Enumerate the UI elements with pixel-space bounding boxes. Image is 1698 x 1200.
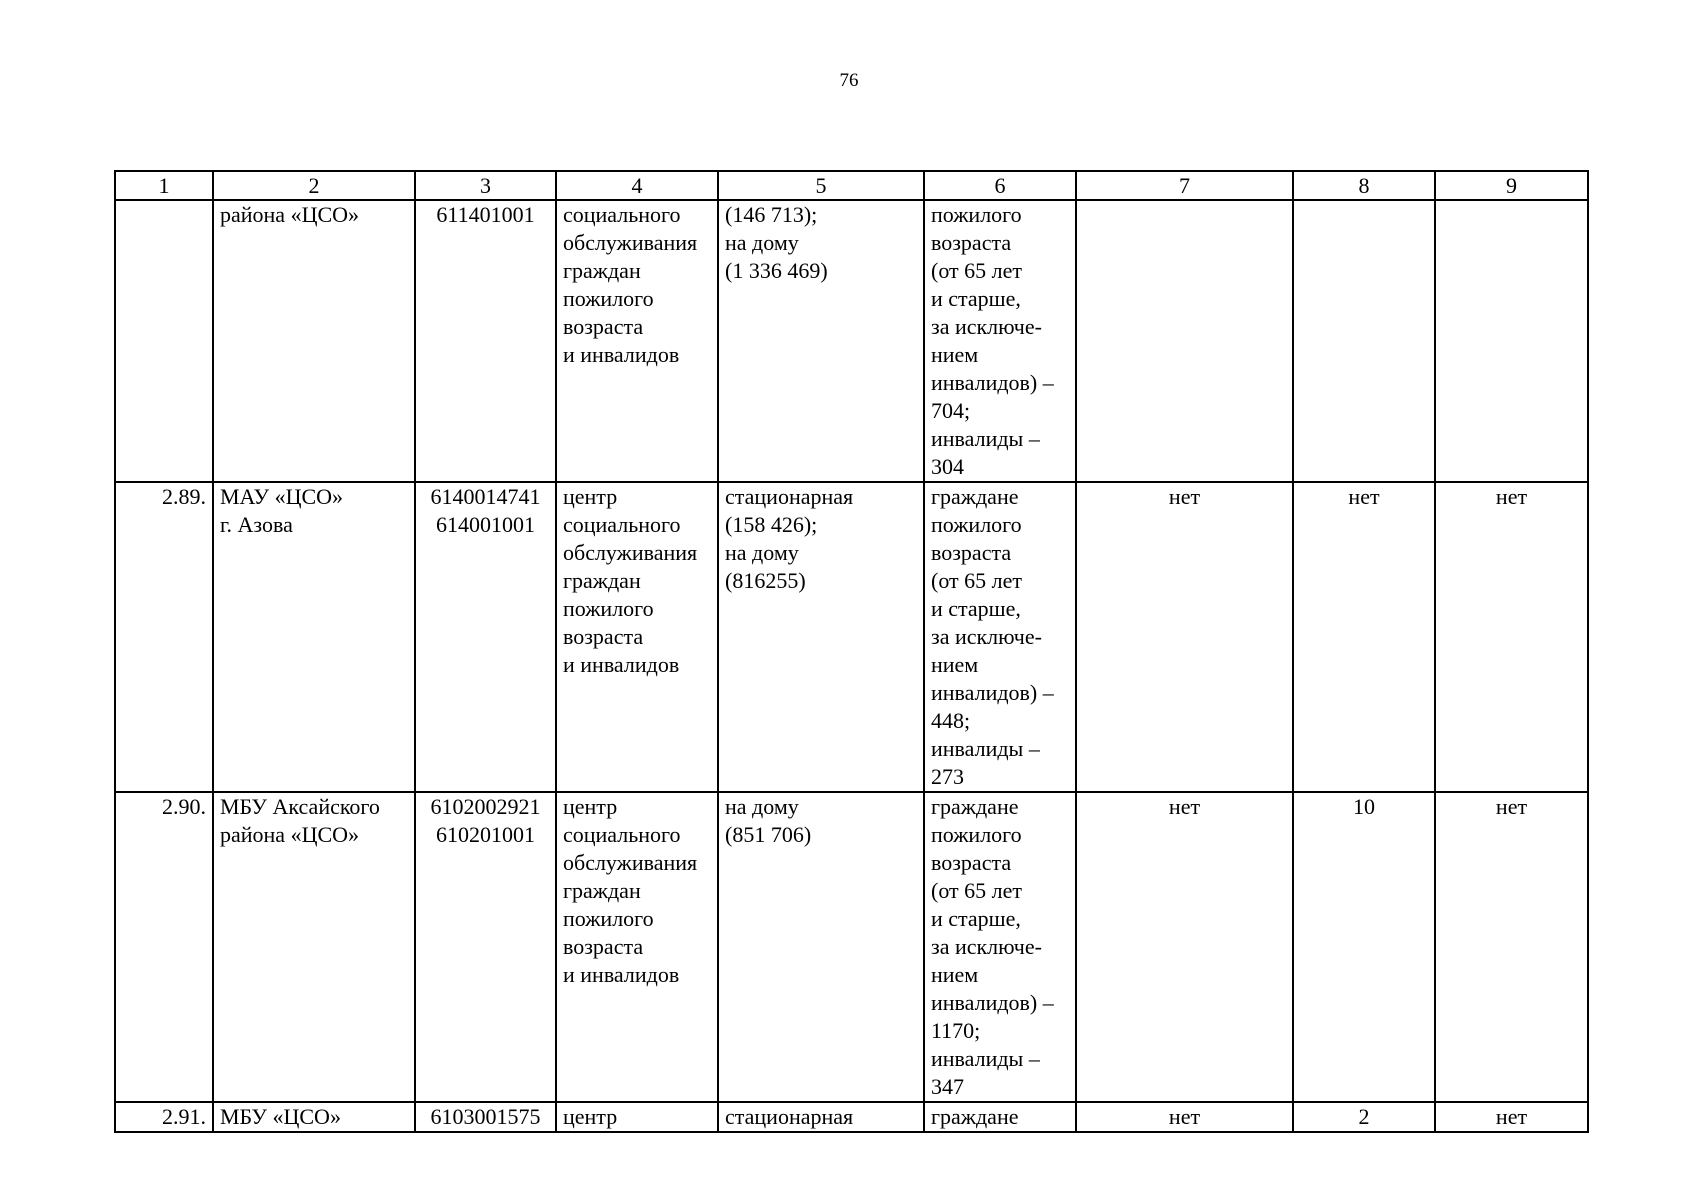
service-form: на дому (851 706) bbox=[718, 792, 924, 1102]
service-form: стационарная bbox=[718, 1102, 924, 1132]
table-row bbox=[115, 792, 1588, 1102]
recipient-category: пожилого возраста (от 65 лет и старше, за исключе- нием инвалидов) – 704; инвалиды – 304 bbox=[924, 200, 1076, 482]
recipient-category: граждане пожилого возраста (от 65 лет и старше, за исключе- нием инвалидов) – 1170; инвалиды – 347 bbox=[924, 792, 1076, 1102]
column-header: 2 bbox=[213, 171, 415, 200]
table-header-row bbox=[115, 171, 1588, 200]
table-row bbox=[115, 200, 1588, 482]
inn-kpp-codes: 6103001575 bbox=[415, 1102, 556, 1132]
table-row bbox=[115, 482, 1588, 792]
row-number bbox=[115, 200, 213, 482]
service-form: (146 713); на дому (1 336 469) bbox=[718, 200, 924, 482]
column-8-value: 10 bbox=[1293, 792, 1435, 1102]
organization-name: района «ЦСО» bbox=[213, 200, 415, 482]
organization-type: центр социального обслуживания граждан пожилого возраста и инвалидов bbox=[556, 792, 718, 1102]
column-8-value: 2 bbox=[1293, 1102, 1435, 1132]
organization-name: МБУ Аксайского района «ЦСО» bbox=[213, 792, 415, 1102]
services-table bbox=[114, 170, 1589, 1133]
recipient-category: граждане пожилого возраста (от 65 лет и старше, за исключе- нием инвалидов) – 448; инвалиды – 273 bbox=[924, 482, 1076, 792]
column-7-value: нет bbox=[1076, 1102, 1293, 1132]
organization-name: МАУ «ЦСО» г. Азова bbox=[213, 482, 415, 792]
column-9-value: нет bbox=[1435, 482, 1588, 792]
row-number: 2.90. bbox=[115, 792, 213, 1102]
row-number: 2.91. bbox=[115, 1102, 213, 1132]
column-7-value: нет bbox=[1076, 792, 1293, 1102]
service-form: стационарная (158 426); на дому (816255) bbox=[718, 482, 924, 792]
column-header: 9 bbox=[1435, 171, 1588, 200]
inn-kpp-codes: 6102002921 610201001 bbox=[415, 792, 556, 1102]
inn-kpp-codes: 6140014741 614001001 bbox=[415, 482, 556, 792]
column-header: 8 bbox=[1293, 171, 1435, 200]
column-header: 5 bbox=[718, 171, 924, 200]
column-9-value: нет bbox=[1435, 1102, 1588, 1132]
column-header: 1 bbox=[115, 171, 213, 200]
column-7-value: нет bbox=[1076, 482, 1293, 792]
recipient-category: граждане bbox=[924, 1102, 1076, 1132]
organization-type: социального обслуживания граждан пожилого возраста и инвалидов bbox=[556, 200, 718, 482]
organization-type: центр bbox=[556, 1102, 718, 1132]
table-row bbox=[115, 1102, 1588, 1132]
column-header: 7 bbox=[1076, 171, 1293, 200]
column-9-value: нет bbox=[1435, 792, 1588, 1102]
inn-kpp-codes: 611401001 bbox=[415, 200, 556, 482]
column-9-value bbox=[1435, 200, 1588, 482]
row-number: 2.89. bbox=[115, 482, 213, 792]
column-header: 6 bbox=[924, 171, 1076, 200]
column-7-value bbox=[1076, 200, 1293, 482]
organization-name: МБУ «ЦСО» bbox=[213, 1102, 415, 1132]
column-header: 3 bbox=[415, 171, 556, 200]
column-8-value: нет bbox=[1293, 482, 1435, 792]
organization-type: центр социального обслуживания граждан пожилого возраста и инвалидов bbox=[556, 482, 718, 792]
page-number: 76 bbox=[839, 70, 859, 91]
column-header: 4 bbox=[556, 171, 718, 200]
column-8-value bbox=[1293, 200, 1435, 482]
